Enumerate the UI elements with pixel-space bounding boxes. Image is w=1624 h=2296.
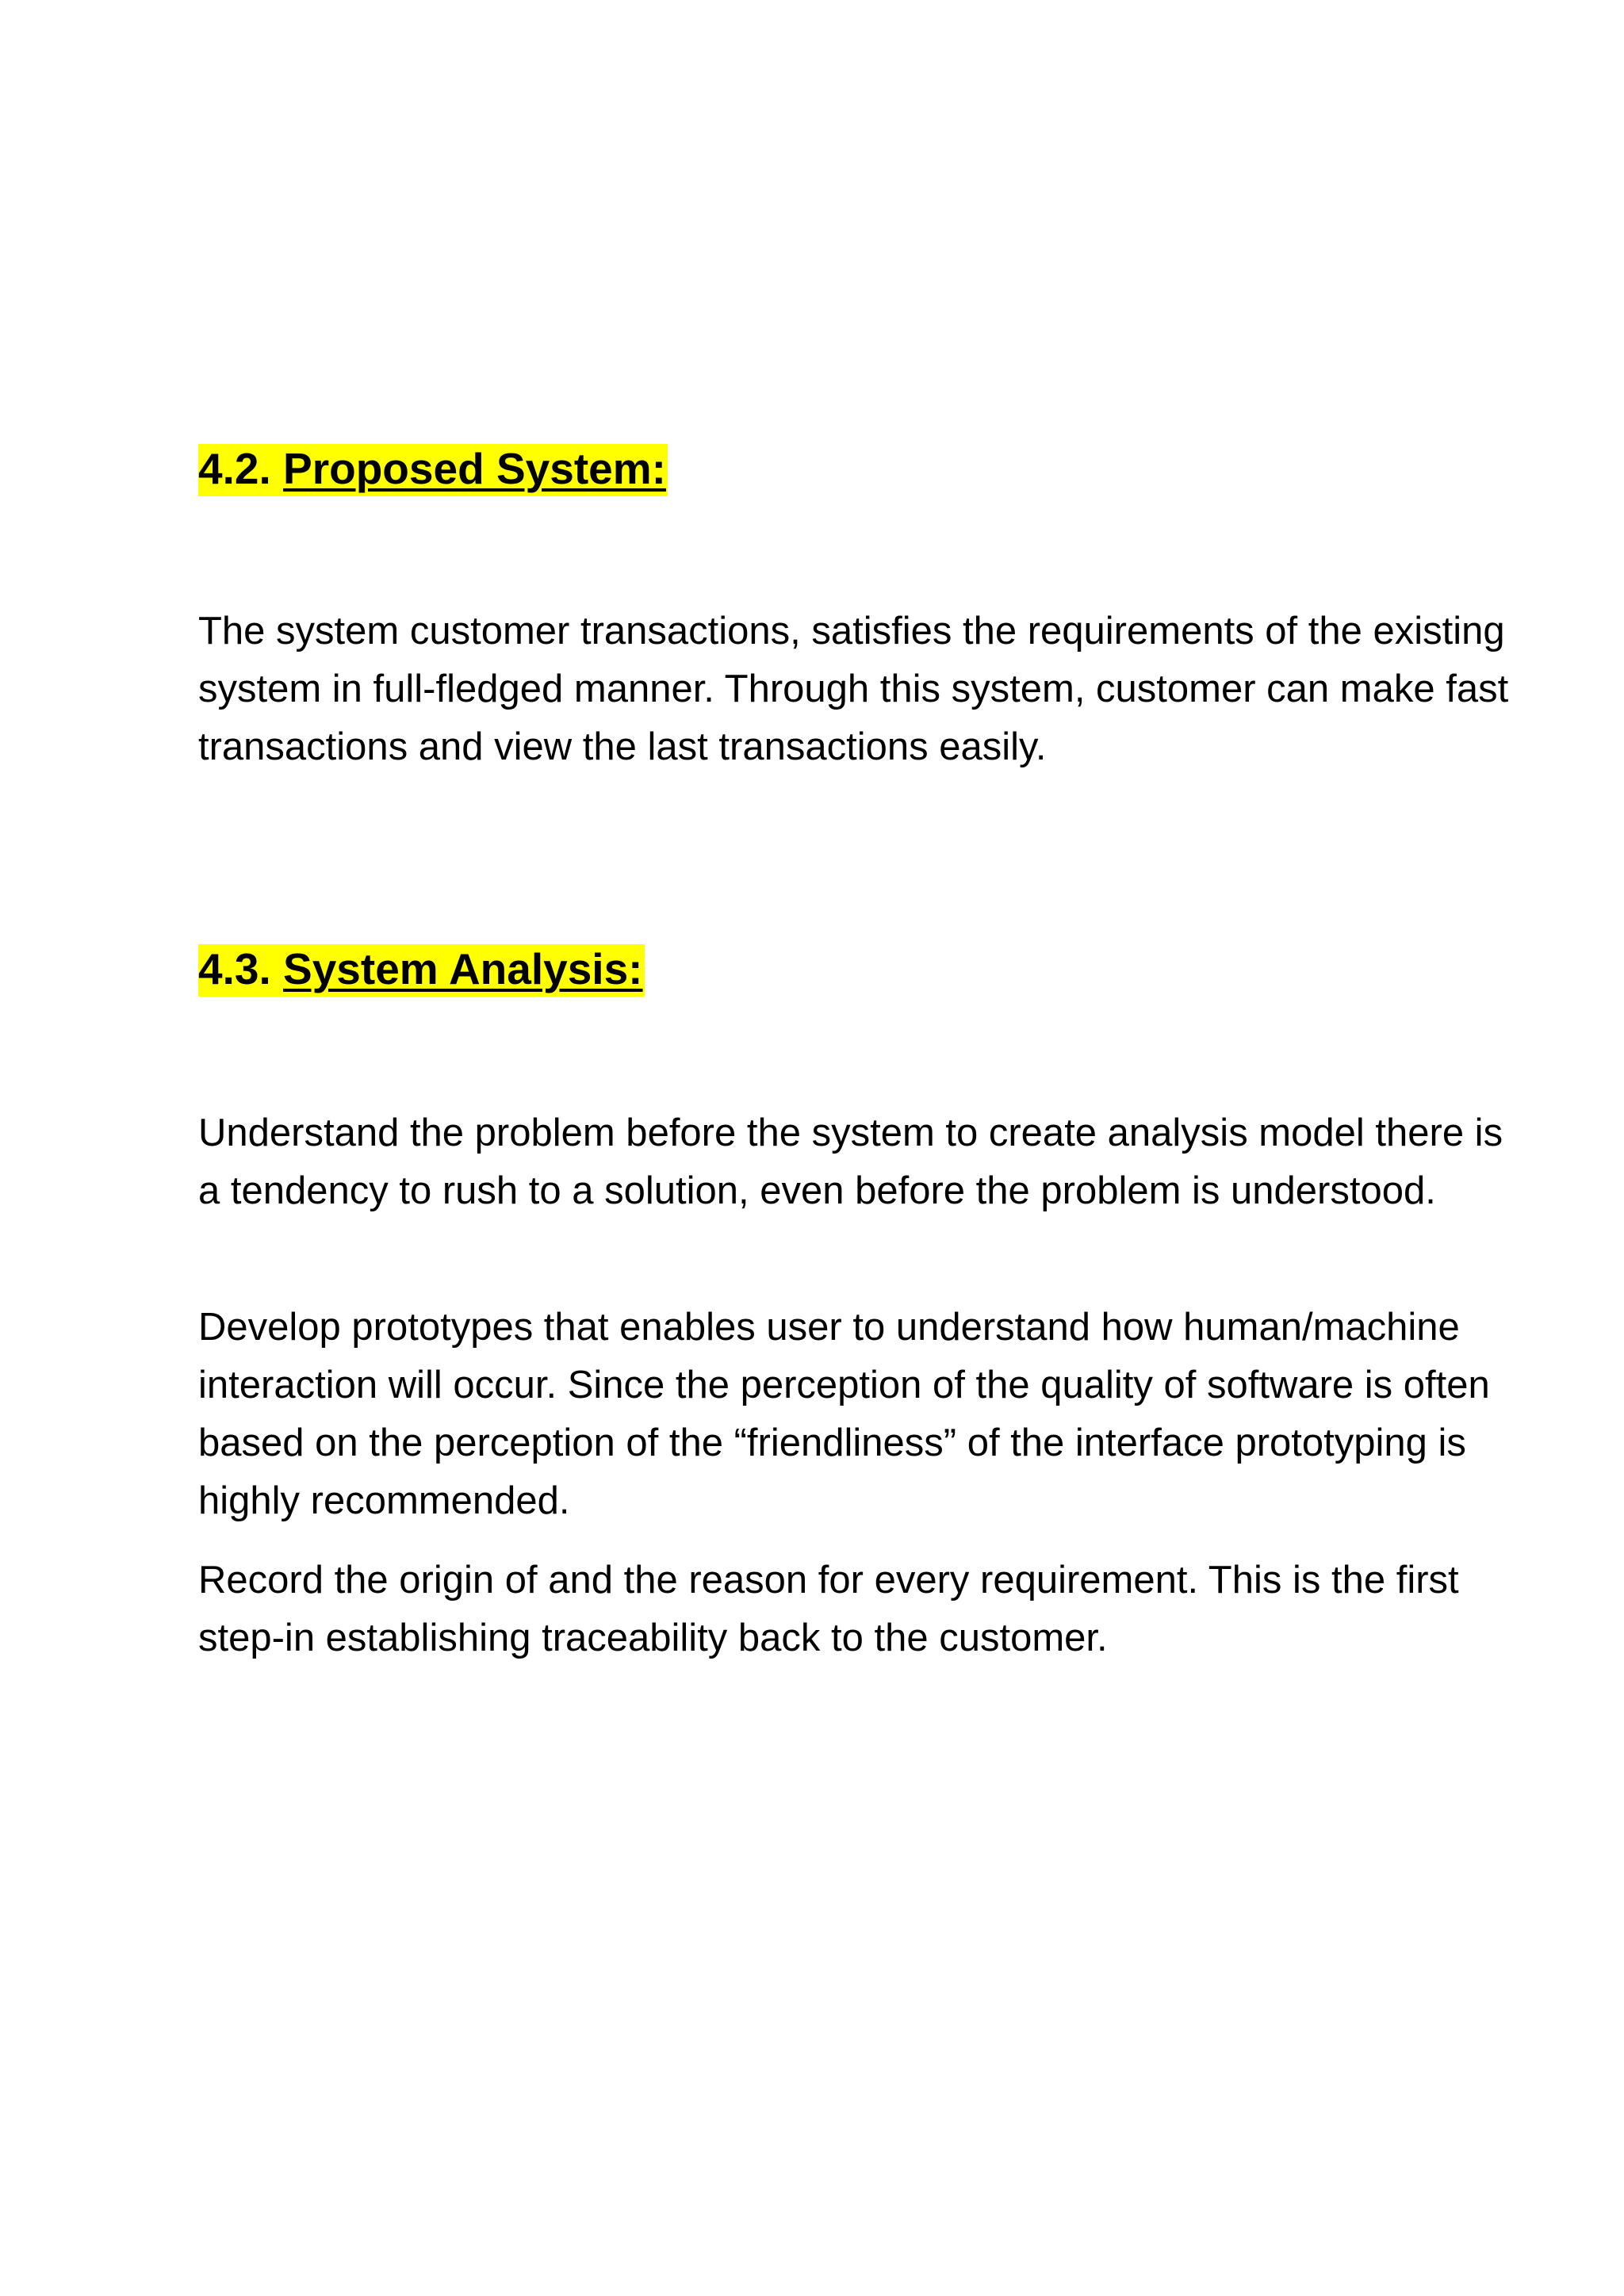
section-number: 4.3.: [198, 944, 271, 993]
paragraph-proposed-system: The system customer transactions, satisfies the requirements of the existing system in full-fledged manner. Through this system, customer can make fast transactions and view the last transactions easily.: [198, 610, 1509, 768]
section-heading-4-2: [198, 438, 668, 499]
paragraph-develop-prototypes: Develop prototypes that enables user to understand how human/machine interaction will occur. Since the perception of the quality of software is often based on the perception of the “friendliness” of the interface prototyping is highly recommended.: [198, 1306, 1490, 1522]
heading-highlight: [198, 944, 645, 997]
heading-highlight: [198, 444, 668, 496]
section-title: Proposed System:: [283, 444, 666, 493]
paragraph-record-origin: Record the origin of and the reason for every requirement. This is the first step-in establishing traceability back to the customer.: [198, 1559, 1459, 1659]
section-heading-4-3: [198, 938, 645, 1000]
section-title: System Analysis:: [283, 944, 643, 993]
paragraph-understand-problem: Understand the problem before the system to create analysis model there is a tendency to rush to a solution, even before the problem is understood.: [198, 1112, 1503, 1212]
section-number: 4.2.: [198, 444, 271, 493]
